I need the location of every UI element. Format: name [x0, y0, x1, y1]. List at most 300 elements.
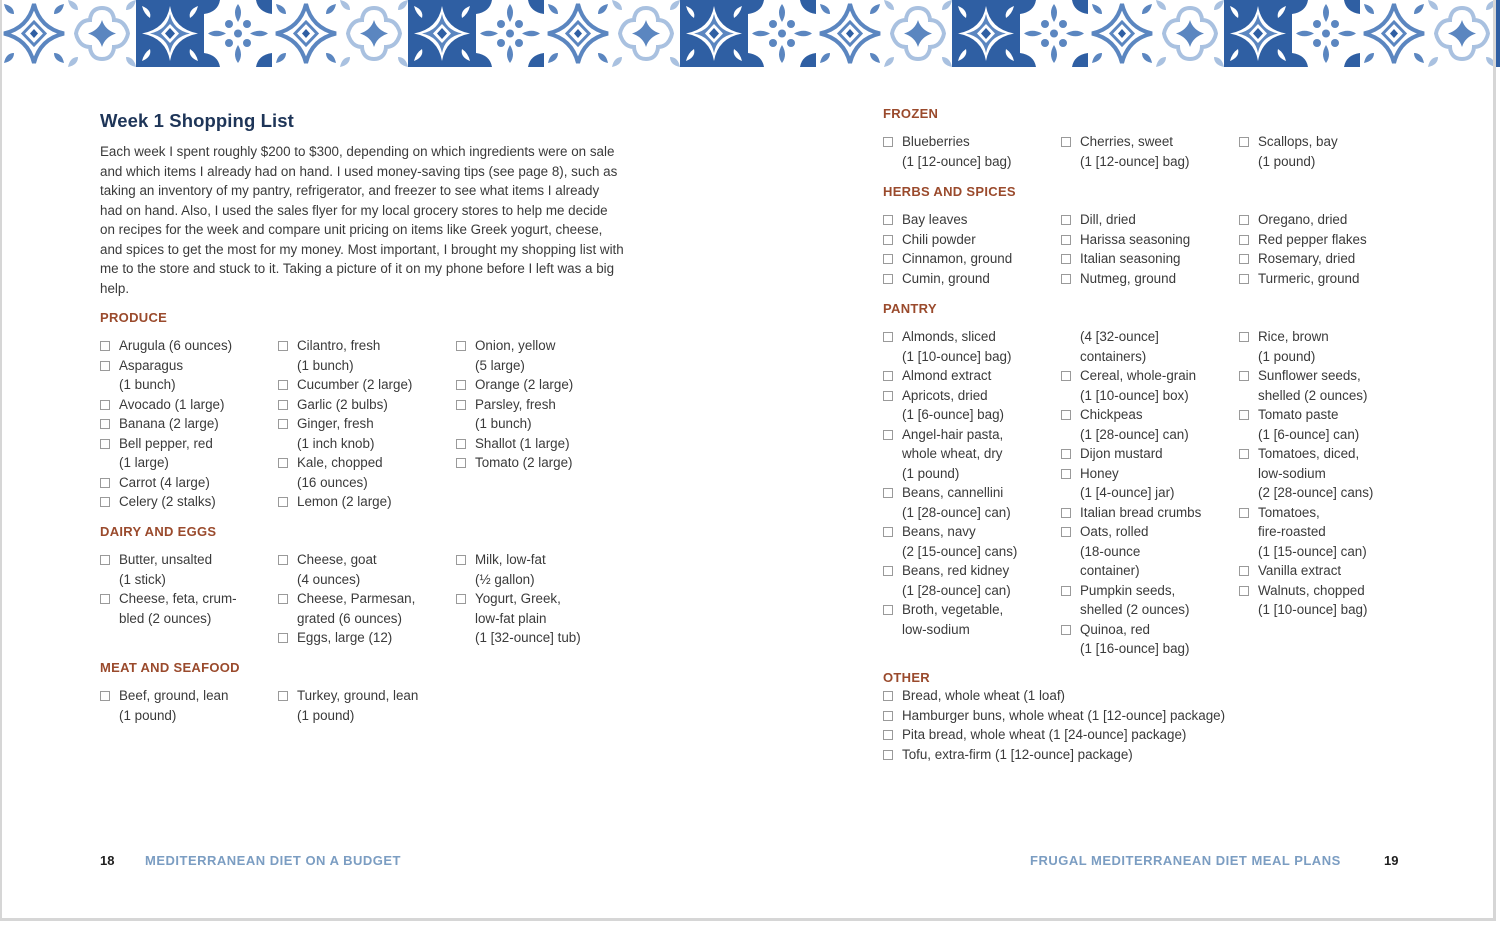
checklist-item[interactable]	[883, 706, 1383, 726]
checkbox-icon[interactable]	[1239, 254, 1249, 264]
checklist-item[interactable]	[1239, 444, 1414, 503]
item-name: Scallops, bay	[1258, 134, 1338, 149]
checklist-item[interactable]	[100, 414, 270, 434]
item-quantity: low-fat plain	[475, 610, 547, 626]
checklist-item[interactable]	[1061, 366, 1236, 405]
item-quantity: (1 bunch)	[119, 377, 176, 392]
item-quantity: (18-ounce	[1080, 543, 1141, 559]
checklist-item[interactable]	[456, 395, 626, 434]
solid-star-tile	[136, 0, 204, 67]
outline-star-tile	[1360, 0, 1428, 67]
checkbox-icon[interactable]	[278, 555, 288, 565]
item-name: Beans, red kidney	[902, 563, 1010, 578]
page-title: Week 1 Shopping List	[100, 110, 294, 131]
checkbox-icon[interactable]	[100, 691, 110, 701]
checklist-item[interactable]	[883, 725, 1383, 745]
checkbox-icon[interactable]	[883, 371, 893, 381]
solid-star-tile	[952, 0, 1020, 67]
checklist-item[interactable]	[1239, 249, 1414, 269]
item-quantity: (5 large)	[475, 357, 525, 373]
item-quantity: (1 [12-ounce] bag)	[1080, 153, 1190, 169]
checkbox-icon[interactable]	[100, 478, 110, 488]
item-name: Nutmeg, ground	[1080, 270, 1177, 286]
checkbox-icon[interactable]	[1239, 332, 1249, 342]
item-quantity: (1 pound)	[297, 707, 355, 723]
item-quantity: (1 [6-ounce] can)	[1258, 426, 1360, 442]
checklist-item[interactable]	[278, 686, 448, 725]
checklist-item[interactable]	[883, 386, 1058, 425]
item-name: Angel-hair pasta,	[902, 426, 1004, 442]
checkbox-icon[interactable]	[100, 439, 110, 449]
checkbox-icon[interactable]	[456, 458, 466, 468]
checklist-item[interactable]	[278, 628, 448, 648]
checkbox-icon[interactable]	[278, 380, 288, 390]
item-name: Turmeric, ground	[1258, 270, 1360, 286]
checkbox-icon[interactable]	[883, 605, 893, 615]
item-name: Arugula (6 ounces)	[119, 338, 233, 353]
checklist-item[interactable]	[883, 210, 1058, 230]
checkbox-icon[interactable]	[1061, 586, 1071, 596]
checkbox-icon[interactable]	[883, 274, 893, 284]
frozen-column-1	[883, 132, 1058, 171]
outline-star-tile	[0, 0, 68, 67]
checklist-item[interactable]	[456, 434, 626, 454]
item-quantity: (1 [6-ounce] bag)	[902, 407, 1004, 422]
item-name: Rosemary, dried	[1258, 251, 1356, 266]
checklist-item[interactable]	[883, 327, 1058, 366]
item-quantity: (1 stick)	[119, 571, 166, 587]
checkbox-icon[interactable]	[883, 332, 893, 342]
flower-tile	[204, 0, 272, 67]
checkbox-icon[interactable]	[883, 566, 893, 576]
section-heading-herbs: HERBS AND SPICES	[883, 184, 1016, 199]
checkbox-icon[interactable]	[100, 555, 110, 565]
page-number-left: 18	[100, 853, 115, 868]
item-name: Butter, unsalted	[119, 552, 213, 567]
item-name: Oats, rolled	[1080, 524, 1149, 539]
checklist-item[interactable]	[1239, 210, 1414, 230]
section-heading-pantry: PANTRY	[883, 301, 937, 316]
checklist-item[interactable]	[1061, 444, 1236, 464]
checkbox-icon[interactable]	[456, 341, 466, 351]
checkbox-icon[interactable]	[100, 497, 110, 507]
checklist-item[interactable]	[883, 249, 1058, 269]
item-quantity: grated (6 ounces)	[297, 610, 402, 626]
item-name: Pumpkin seeds,	[1080, 582, 1176, 598]
item-name: Dijon mustard	[1080, 446, 1163, 461]
quatrefoil-tile	[884, 0, 952, 67]
checkbox-icon[interactable]	[1239, 586, 1249, 596]
checklist-item[interactable]	[100, 492, 270, 512]
checklist-item[interactable]	[1061, 522, 1236, 581]
item-quantity: (16 ounces)	[297, 474, 368, 490]
item-name: Vanilla extract	[1258, 563, 1342, 578]
checklist-item[interactable]	[1061, 620, 1236, 659]
quatrefoil-tile	[340, 0, 408, 67]
item-name: Harissa seasoning	[1080, 231, 1191, 247]
item-quantity: (1 [28-ounce] can)	[902, 504, 1011, 520]
checkbox-icon[interactable]	[1061, 469, 1071, 479]
checklist-item[interactable]	[1061, 269, 1236, 289]
checkbox-icon[interactable]	[883, 527, 893, 537]
item-name: Chickpeas	[1080, 407, 1143, 422]
checklist-item[interactable]	[883, 522, 1058, 561]
outline-star-tile	[272, 0, 340, 67]
solid-star-tile	[408, 0, 476, 67]
checklist-item[interactable]	[1239, 269, 1414, 289]
frozen-column-3	[1239, 132, 1414, 171]
pantry-column-2	[1061, 327, 1236, 659]
checkbox-icon[interactable]	[1239, 449, 1249, 459]
item-quantity: containers)	[1080, 348, 1147, 364]
checklist-item[interactable]	[883, 561, 1058, 600]
item-name: Carrot (4 large)	[119, 474, 210, 490]
item-name: Rice, brown	[1258, 329, 1329, 344]
item-name: Bay leaves	[902, 212, 968, 227]
item-quantity: (1 bunch)	[297, 357, 354, 373]
checklist-item[interactable]	[456, 550, 626, 589]
checklist-item[interactable]	[1239, 405, 1414, 444]
checkbox-icon[interactable]	[883, 430, 893, 440]
item-quantity: (1 bunch)	[475, 416, 532, 431]
page-number-right: 19	[1384, 853, 1399, 868]
item-name: Dill, dried	[1080, 212, 1136, 227]
item-quantity: low-sodium	[1258, 465, 1326, 481]
item-name: Chili powder	[902, 231, 976, 247]
item-name: Walnuts, chopped	[1258, 582, 1365, 598]
checklist-item[interactable]	[278, 589, 448, 628]
item-name: Cheese, Parmesan,	[297, 591, 416, 606]
checkbox-icon[interactable]	[883, 750, 893, 760]
quatrefoil-tile	[1156, 0, 1224, 67]
item-quantity: (1 large)	[119, 455, 169, 470]
other-column-1	[883, 686, 1383, 764]
intro-paragraph: Each week I spent roughly $200 to $300, depending on which ingredients were on sale and which items I already had on hand. I used money-saving tips (see page 8), such as taking an inventory of my pantry, refrigerator, and freezer to see what items I already had on hand. Also, I used the sales flyer for my local grocery stores to help me decide on recipes for the week and compare unit pricing on items like Greek yogurt, cheese, and spices to get the most for my money. Most important, I brought my shopping list with me to the store and stuck to it. Taking a picture of it on my phone before I left was a big help.	[100, 144, 624, 296]
item-name: Quinoa, red	[1080, 621, 1150, 637]
item-quantity: shelled (2 ounces)	[1080, 602, 1190, 617]
checkbox-icon[interactable]	[883, 691, 893, 701]
checklist-item[interactable]	[1061, 503, 1236, 523]
item-name: Broth, vegetable,	[902, 602, 1004, 617]
item-name: Onion, yellow	[475, 338, 556, 353]
solid-star-tile	[1224, 0, 1292, 67]
checklist-item[interactable]	[100, 434, 270, 473]
checkbox-icon[interactable]	[883, 137, 893, 147]
checklist-item[interactable]	[278, 395, 448, 415]
checkbox-icon[interactable]	[278, 341, 288, 351]
item-quantity: (1 [10-ounce] bag)	[1258, 602, 1368, 617]
checkbox-icon[interactable]	[1239, 215, 1249, 225]
checklist-item[interactable]	[883, 600, 1058, 639]
herbs-column-1	[883, 210, 1058, 288]
item-name: Cherries, sweet	[1080, 134, 1174, 149]
item-name: Shallot (1 large)	[475, 435, 570, 451]
item-name: Bell pepper, red	[119, 435, 213, 451]
meat-column-1	[100, 686, 270, 725]
checkbox-icon[interactable]	[1239, 137, 1249, 147]
checkbox-icon[interactable]	[100, 341, 110, 351]
checkbox-icon[interactable]	[883, 391, 893, 401]
meat-column-2	[278, 686, 448, 725]
checklist-item[interactable]	[883, 425, 1058, 484]
item-name: Beans, navy	[902, 524, 976, 539]
section-heading-produce: PRODUCE	[100, 310, 168, 325]
checkbox-icon[interactable]	[883, 215, 893, 225]
item-quantity: (1 pound)	[1258, 348, 1316, 364]
checkbox-icon[interactable]	[1061, 215, 1071, 225]
checkbox-icon[interactable]	[1061, 235, 1071, 245]
item-name: Celery (2 stalks)	[119, 494, 216, 509]
item-name: Almonds, sliced	[902, 329, 996, 344]
checklist-item[interactable]	[883, 686, 1383, 706]
checklist-item[interactable]	[1061, 581, 1236, 620]
checklist-item[interactable]	[456, 589, 626, 648]
item-quantity: (1 inch knob)	[297, 435, 375, 451]
item-name: Eggs, large (12)	[297, 630, 393, 645]
checklist-item[interactable]	[100, 356, 270, 395]
checklist-item[interactable]	[883, 483, 1058, 522]
checklist-item[interactable]	[1061, 230, 1236, 250]
item-quantity: (1 [10-ounce] box)	[1080, 387, 1189, 403]
pantry-column-1	[883, 327, 1058, 639]
item-name: Italian bread crumbs	[1080, 504, 1202, 520]
item-quantity: shelled (2 ounces)	[1258, 387, 1368, 403]
dairy-column-3	[456, 550, 626, 648]
checkbox-icon[interactable]	[883, 488, 893, 498]
checkbox-icon[interactable]	[278, 458, 288, 468]
checkbox-icon[interactable]	[883, 254, 893, 264]
item-name: Asparagus	[119, 357, 184, 373]
section-heading-frozen: FROZEN	[883, 106, 939, 121]
item-name: Tomatoes, diced,	[1258, 446, 1360, 461]
item-name: Sunflower seeds,	[1258, 368, 1361, 383]
item-quantity: (1 [4-ounce] jar)	[1080, 485, 1175, 500]
solid-star-tile	[680, 0, 748, 67]
item-quantity: (1 [12-ounce] bag)	[902, 153, 1012, 169]
quatrefoil-tile	[612, 0, 680, 67]
item-quantity: low-sodium	[902, 621, 970, 637]
frozen-column-2	[1061, 132, 1236, 171]
dairy-column-2	[278, 550, 448, 648]
checkbox-icon[interactable]	[1061, 274, 1071, 284]
checkbox-icon[interactable]	[456, 380, 466, 390]
item-name: Banana (2 large)	[119, 416, 219, 431]
item-quantity: (4 [32-ounce]	[1080, 329, 1159, 344]
item-name: Tomato (2 large)	[475, 455, 573, 470]
checklist-item[interactable]	[278, 453, 448, 492]
flower-tile	[1020, 0, 1088, 67]
item-name: Tofu, extra-firm (1 [12-ounce] package)	[902, 746, 1133, 762]
checklist-item[interactable]	[100, 473, 270, 493]
item-name: Hamburger buns, whole wheat (1 [12-ounce] package)	[902, 707, 1226, 723]
produce-column-2	[278, 336, 448, 512]
checklist-item[interactable]	[1061, 464, 1236, 503]
item-quantity: container)	[1080, 563, 1140, 578]
item-name: Honey	[1080, 465, 1119, 481]
checkbox-icon[interactable]	[100, 361, 110, 371]
item-name: Tomatoes,	[1258, 504, 1320, 520]
item-name: Turkey, ground, lean	[297, 688, 419, 703]
checkbox-icon[interactable]	[278, 400, 288, 410]
item-name: Almond extract	[902, 368, 992, 383]
item-quantity: (1 [28-ounce] can)	[902, 582, 1011, 598]
item-name: Cheese, goat	[297, 552, 377, 567]
produce-column-1	[100, 336, 270, 512]
checklist-item[interactable]	[1061, 249, 1236, 269]
section-heading-other: OTHER	[883, 670, 930, 685]
checklist-item[interactable]	[100, 395, 270, 415]
checklist-item[interactable]	[1239, 230, 1414, 250]
item-quantity: (1 pound)	[902, 465, 960, 481]
item-name: Milk, low-fat	[475, 552, 546, 567]
checklist-item[interactable]	[1239, 561, 1414, 581]
item-name: Italian seasoning	[1080, 251, 1181, 266]
checkbox-icon[interactable]	[1239, 566, 1249, 576]
item-name: Lemon (2 large)	[297, 494, 392, 509]
checklist-item[interactable]	[456, 336, 626, 375]
checkbox-icon[interactable]	[883, 235, 893, 245]
checklist-item[interactable]	[883, 269, 1058, 289]
item-name: Yogurt, Greek,	[475, 591, 561, 606]
checklist-item[interactable]	[883, 132, 1058, 171]
item-name: Avocado (1 large)	[119, 396, 225, 412]
solid-star-tile	[1496, 0, 1500, 67]
checkbox-icon[interactable]	[278, 419, 288, 429]
checklist-item[interactable]	[278, 336, 448, 375]
herbs-column-2	[1061, 210, 1236, 288]
checkbox-icon[interactable]	[1239, 508, 1249, 518]
checkbox-icon[interactable]	[883, 730, 893, 740]
item-quantity: (2 [28-ounce] cans)	[1258, 485, 1374, 500]
item-quantity: (1 [16-ounce] bag)	[1080, 641, 1190, 656]
checkbox-icon[interactable]	[456, 594, 466, 604]
item-quantity: (1 [10-ounce] bag)	[902, 348, 1012, 364]
item-name: Beef, ground, lean	[119, 688, 229, 703]
checklist-item[interactable]	[883, 745, 1383, 765]
checklist-item[interactable]	[278, 414, 448, 453]
checklist-item[interactable]	[1239, 366, 1414, 405]
item-quantity: (1 [32-ounce] tub)	[475, 630, 581, 645]
checkbox-icon[interactable]	[278, 497, 288, 507]
quatrefoil-tile	[1428, 0, 1496, 67]
item-quantity: (½ gallon)	[475, 571, 535, 587]
checklist-item[interactable]	[883, 366, 1058, 386]
checkbox-icon[interactable]	[1061, 410, 1071, 420]
section-heading-dairy: DAIRY AND EGGS	[100, 524, 217, 539]
item-name: Cinnamon, ground	[902, 251, 1013, 266]
running-title-left: MEDITERRANEAN DIET ON A BUDGET	[145, 853, 401, 868]
checkbox-icon[interactable]	[100, 400, 110, 410]
checkbox-icon[interactable]	[1061, 137, 1071, 147]
item-name: Garlic (2 bulbs)	[297, 396, 388, 412]
checkbox-icon[interactable]	[1061, 508, 1071, 518]
checklist-item[interactable]	[456, 375, 626, 395]
checkbox-icon[interactable]	[1061, 254, 1071, 264]
checkbox-icon[interactable]	[1061, 449, 1071, 459]
produce-column-3	[456, 336, 626, 473]
checklist-item[interactable]	[1061, 210, 1236, 230]
checkbox-icon[interactable]	[456, 439, 466, 449]
checklist-item[interactable]	[100, 336, 270, 356]
checkbox-icon[interactable]	[456, 555, 466, 565]
quatrefoil-tile	[68, 0, 136, 67]
checklist-item[interactable]	[1239, 327, 1414, 366]
checkbox-icon[interactable]	[1239, 235, 1249, 245]
checkbox-icon[interactable]	[100, 419, 110, 429]
checklist-item[interactable]	[1061, 405, 1236, 444]
checklist-item[interactable]	[100, 550, 270, 589]
checklist-item[interactable]	[1239, 581, 1414, 620]
checkbox-icon[interactable]	[278, 633, 288, 643]
checklist-item[interactable]	[883, 230, 1058, 250]
item-quantity: (1 [15-ounce] can)	[1258, 543, 1367, 559]
checklist-item[interactable]	[1239, 503, 1414, 562]
checkbox-icon[interactable]	[1061, 371, 1071, 381]
item-quantity: (1 pound)	[1258, 153, 1316, 169]
item-name: Orange (2 large)	[475, 377, 574, 392]
item-quantity: fire-roasted	[1258, 524, 1326, 539]
checklist-item[interactable]	[456, 453, 626, 473]
item-name: Kale, chopped	[297, 455, 383, 470]
checklist-item[interactable]	[278, 375, 448, 395]
item-quantity: (1 pound)	[119, 707, 177, 723]
checklist-item[interactable]	[1061, 132, 1236, 171]
item-name: Cumin, ground	[902, 270, 990, 286]
item-quantity: bled (2 ounces)	[119, 610, 212, 626]
checkbox-icon[interactable]	[883, 711, 893, 721]
item-name: Pita bread, whole wheat (1 [24-ounce] package)	[902, 727, 1187, 742]
item-name: Tomato paste	[1258, 407, 1339, 422]
dairy-column-1	[100, 550, 270, 628]
checkbox-icon[interactable]	[1239, 274, 1249, 284]
checklist-item	[1061, 327, 1236, 366]
flower-tile	[476, 0, 544, 67]
checkbox-icon[interactable]	[278, 594, 288, 604]
checklist-item[interactable]	[278, 492, 448, 512]
checklist-item[interactable]	[1239, 132, 1414, 171]
checklist-item[interactable]	[100, 686, 270, 725]
item-name: Red pepper flakes	[1258, 231, 1367, 247]
flower-tile	[748, 0, 816, 67]
flower-tile	[1292, 0, 1360, 67]
item-name: Parsley, fresh	[475, 396, 556, 412]
item-name: Ginger, fresh	[297, 416, 374, 431]
checkbox-icon[interactable]	[1239, 371, 1249, 381]
item-name: Apricots, dried	[902, 387, 988, 403]
running-title-right: FRUGAL MEDITERRANEAN DIET MEAL PLANS	[1030, 853, 1341, 868]
item-quantity: (1 [28-ounce] can)	[1080, 426, 1189, 442]
item-name: Cereal, whole-grain	[1080, 368, 1197, 383]
checklist-item[interactable]	[100, 589, 270, 628]
outline-star-tile	[816, 0, 884, 67]
checkbox-icon[interactable]	[100, 594, 110, 604]
checkbox-icon[interactable]	[1061, 625, 1071, 635]
item-quantity: (4 ounces)	[297, 571, 361, 587]
checkbox-icon[interactable]	[1061, 527, 1071, 537]
item-name: Blueberries	[902, 134, 970, 149]
checklist-item[interactable]	[278, 550, 448, 589]
pantry-column-3	[1239, 327, 1414, 620]
item-quantity: whole wheat, dry	[902, 446, 1003, 461]
checkbox-icon[interactable]	[278, 691, 288, 701]
section-heading-meat: MEAT AND SEAFOOD	[100, 660, 240, 675]
checkbox-icon[interactable]	[456, 400, 466, 410]
item-name: Beans, cannellini	[902, 485, 1004, 500]
item-name: Bread, whole wheat (1 loaf)	[902, 688, 1066, 703]
checkbox-icon[interactable]	[1239, 410, 1249, 420]
item-name: Cheese, feta, crum-	[119, 591, 237, 606]
tile-banner	[0, 0, 1500, 67]
